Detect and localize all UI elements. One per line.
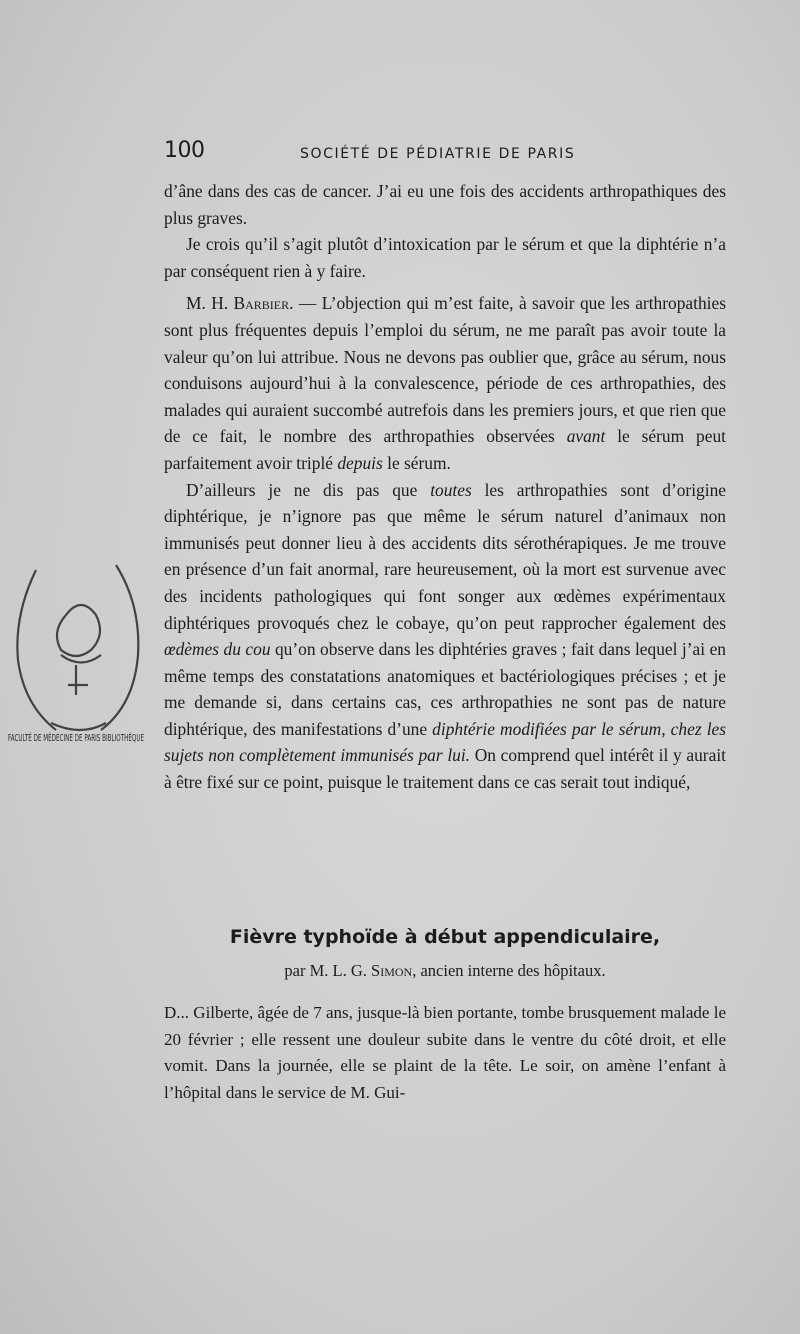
byline [164, 961, 726, 981]
text-run: le sérum. [382, 452, 451, 473]
case-text [164, 1000, 726, 1106]
paragraph: D... Gilberte, âgée de 7 ans, jusque-là bien portante, tombe brusquement malade le 20 février ; elle ressent une douleur subite dans le ventre du côté droit, et elle vomit. Dans la journée, elle se plaint de la tête. Le soir, on amène l’enfant à l’hôpital dans le service de M. Gui- [164, 1003, 726, 1102]
text-run: D’ailleurs je ne dis pas que [186, 479, 431, 500]
paragraph: Je crois qu’il s’agit plutôt d’intoxication par le sérum et que la diphtérie n’a par conséquent rien à y faire. [164, 234, 726, 281]
byline-suffix: , ancien interne des hôpitaux. [412, 961, 606, 980]
italic-run: depuis [337, 452, 383, 473]
running-title: SOCIÉTÉ DE PÉDIATRIE DE PARIS [300, 146, 576, 162]
text-run: les arthropathies sont d’origine diphtérique, je n’ignore pas que même le sérum naturel d’animaux non immunisés peut donner lieu à des accidents dits sérothérapiques. Je me trouve en présence d’un fait anormal, rare heureusement, où la mort est survenue avec des incidents pathologiques qui font songer aux œdèmes expérimentaux diphtériques provoqués chez le cobaye, qu’on peut rapprocher également des [164, 479, 726, 633]
italic-run: diphtérie modifiées par le sérum, chez les sujets non complètement immunisés par lui. [164, 718, 727, 766]
italic-run: toutes [430, 479, 472, 500]
author-name: Simon [371, 961, 413, 980]
section-title: Fièvre typhoïde à début appendiculaire, [229, 926, 661, 948]
text-run: qu’on observe dans les diphtéries graves ; fait dans lequel j’ai en même temps des constatations anatomiques et bactériologiques précises ; et je me demande si, dans certains cas, ces arthropathies ne sont pas de nature diphtérique, des manifestations d’une [164, 639, 726, 739]
text-run: le sérum peut parfaitement avoir triplé [164, 426, 726, 473]
italic-run: œdèmes du cou [164, 639, 271, 660]
speaker-name: Barbier [233, 293, 290, 314]
text-run: . — L’objection qui m’est faite, à savoir que les arthropathies sont plus fréquentes depuis l’emploi du sérum, ne me paraît pas avoir toute la valeur qu’on lui attribue. Nous ne devons pas oublier que, grâce au sérum, nous conduisons aujourd’hui à la convalescence, période de ces arthropathies, des malades qui auraient succombé autrefois dans les premiers jours, et que rien que de ce fait, le nombre des arthropathies observées [164, 293, 726, 447]
page-header [164, 138, 724, 168]
speaker: M. H. [186, 293, 234, 314]
italic-run: avant [566, 426, 606, 447]
text-run: On comprend quel intérêt il y aurait à être fixé sur ce point, puisque le traitement dans ce cas serait tout indiqué, [164, 745, 726, 793]
paragraph: d’âne dans des cas de cancer. J’ai eu une fois des accidents arthropathiques des plus graves. [164, 181, 726, 228]
byline-prefix: par M. L. G. [284, 961, 372, 980]
stamp-text: FACULTÉ DE MÉDECINE DE PARIS BIBLIOTHÈQUE [8, 733, 251, 744]
paragraph [164, 477, 726, 796]
page-number: 100 [164, 138, 205, 163]
main-text [164, 178, 726, 796]
paragraph-barbier [164, 290, 726, 476]
